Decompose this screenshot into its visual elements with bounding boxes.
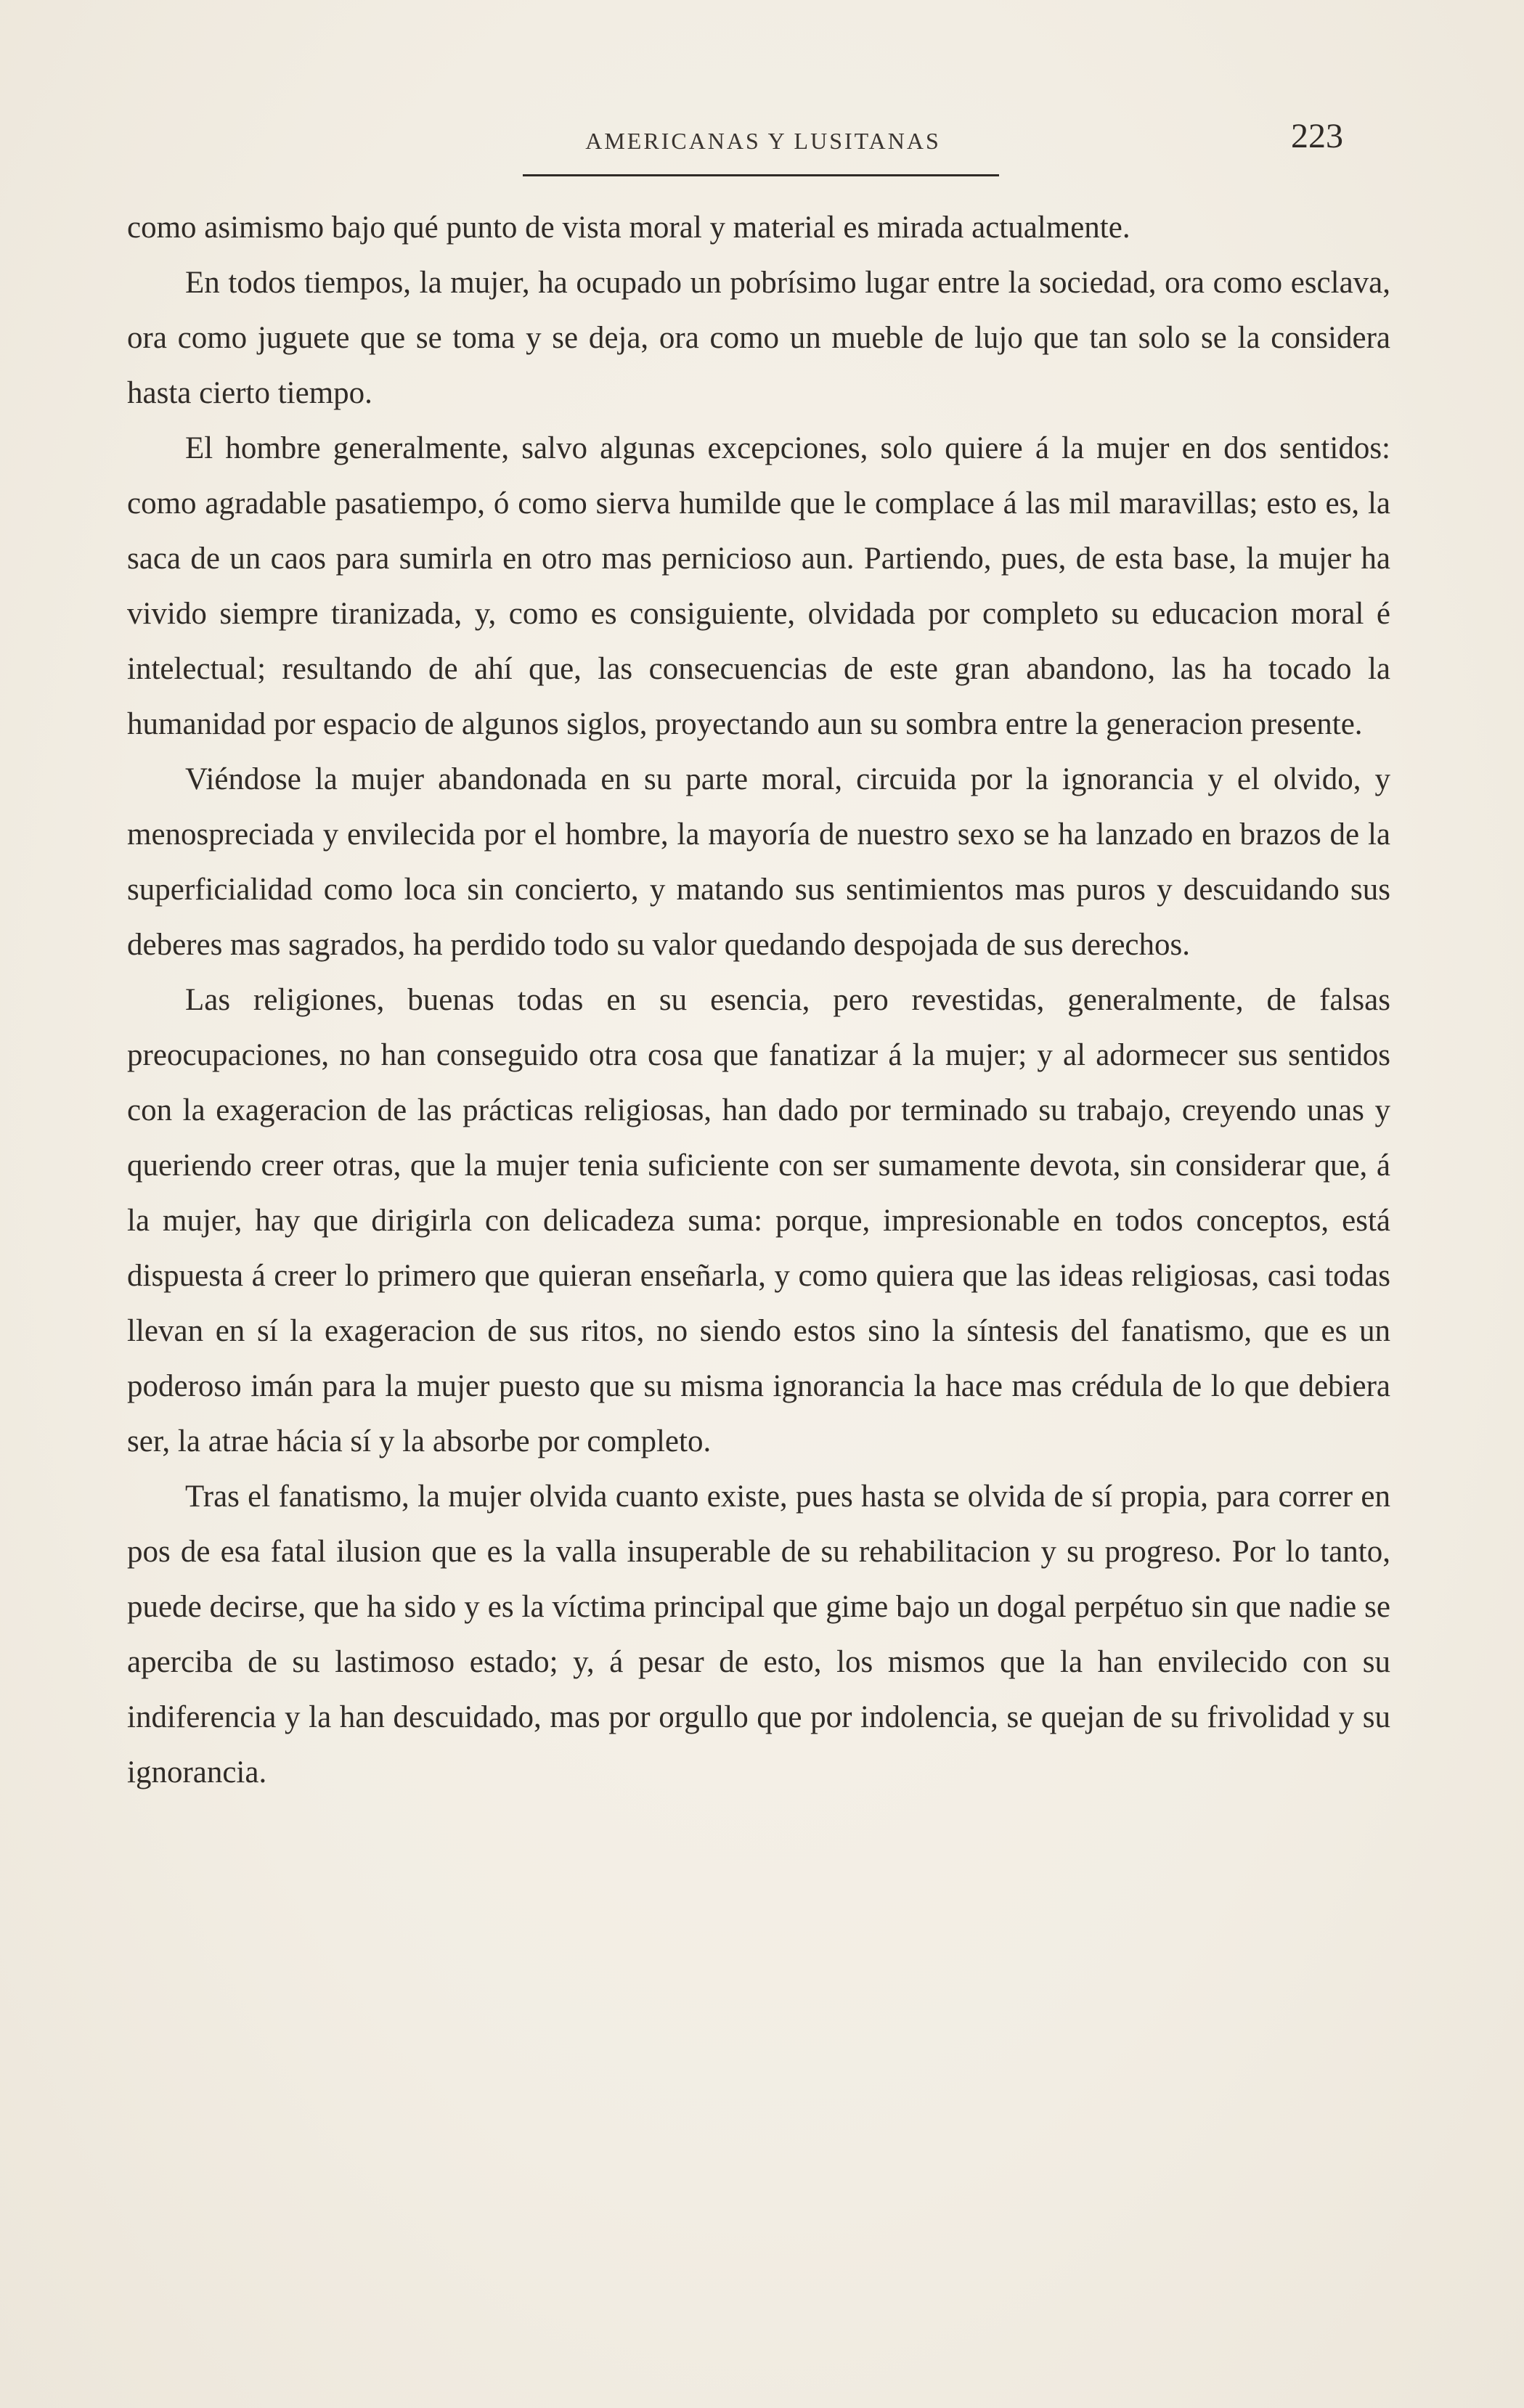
paragraph: El hombre generalmente, salvo algunas excepciones, solo quiere á la mujer en dos sentidos: como agradable pasatiempo, ó como sierva humilde que le complace á las mil maravillas; esto es, la saca de un caos para sumirla en otro mas pernicioso aun. Partiendo, pues, de esta base, la mujer ha vivido siempre tiranizada, y, como es consiguiente, olvidada por completo su educacion moral é intelectual; resultando de ahí que, las consecuencias de este gran abandono, las ha tocado la humanidad por espacio de algunos siglos, proyectando aun su sombra entre la generacion presente. <box>127 431 1390 741</box>
paragraph: Viéndose la mujer abandonada en su parte moral, circuida por la ignorancia y el olvido, y menospreciada y envilecida por el hombre, la mayoría de nuestro sexo se ha lanzado en brazos de la superficialidad como loca sin concierto, y matando sus sentimientos mas puros y descuidando sus deberes mas sagrados, ha perdido todo su valor quedando despojada de sus derechos. <box>127 762 1390 962</box>
header-rule <box>523 174 999 176</box>
body-text <box>127 200 1390 1800</box>
page-number: 223 <box>1291 117 1343 155</box>
paragraph: En todos tiempos, la mujer, ha ocupado un pobrísimo lugar entre la sociedad, ora como esclava, ora como juguete que se toma y se deja, ora como un mueble de lujo que tan solo se la considera hasta cierto tiempo. <box>127 266 1390 410</box>
paragraph: Las religiones, buenas todas en su esencia, pero revestidas, generalmente, de falsas preocupaciones, no han conseguido otra cosa que fanatizar á la mujer; y al adormecer sus sentidos con la exageracion de las prácticas religiosas, han dado por terminado su trabajo, creyendo unas y queriendo creer otras, que la mujer tenia suficiente con ser sumamente devota, sin considerar que, á la mujer, hay que dirigirla con delicadeza suma: porque, impresionable en todos conceptos, está dispuesta á creer lo primero que quieran enseñarla, y como quiera que las ideas religiosas, casi todas llevan en sí la exageracion de sus ritos, no siendo estos sino la síntesis del fanatismo, que es un poderoso imán para la mujer puesto que su misma ignorancia la hace mas crédula de lo que debiera ser, la atrae hácia sí y la absorbe por completo. <box>127 983 1390 1458</box>
paragraph: Tras el fanatismo, la mujer olvida cuanto existe, pues hasta se olvida de sí propia, para correr en pos de esa fatal ilusion que es la valla insuperable de su rehabilitacion y su progreso. Por lo tanto, puede decirse, que ha sido y es la víctima principal que gime bajo un dogal perpétuo sin que nadie se aperciba de su lastimoso estado; y, á pesar de esto, los mismos que la han envilecido con su indiferencia y la han descuidado, mas por orgullo que por indolencia, se quejan de su frivolidad y su ignorancia. <box>127 1480 1390 1789</box>
running-title: AMERICANAS Y LUSITANAS <box>585 128 941 154</box>
paragraph-continuation: como asimismo bajo qué punto de vista moral y material es mirada actualmente. <box>127 211 1130 245</box>
